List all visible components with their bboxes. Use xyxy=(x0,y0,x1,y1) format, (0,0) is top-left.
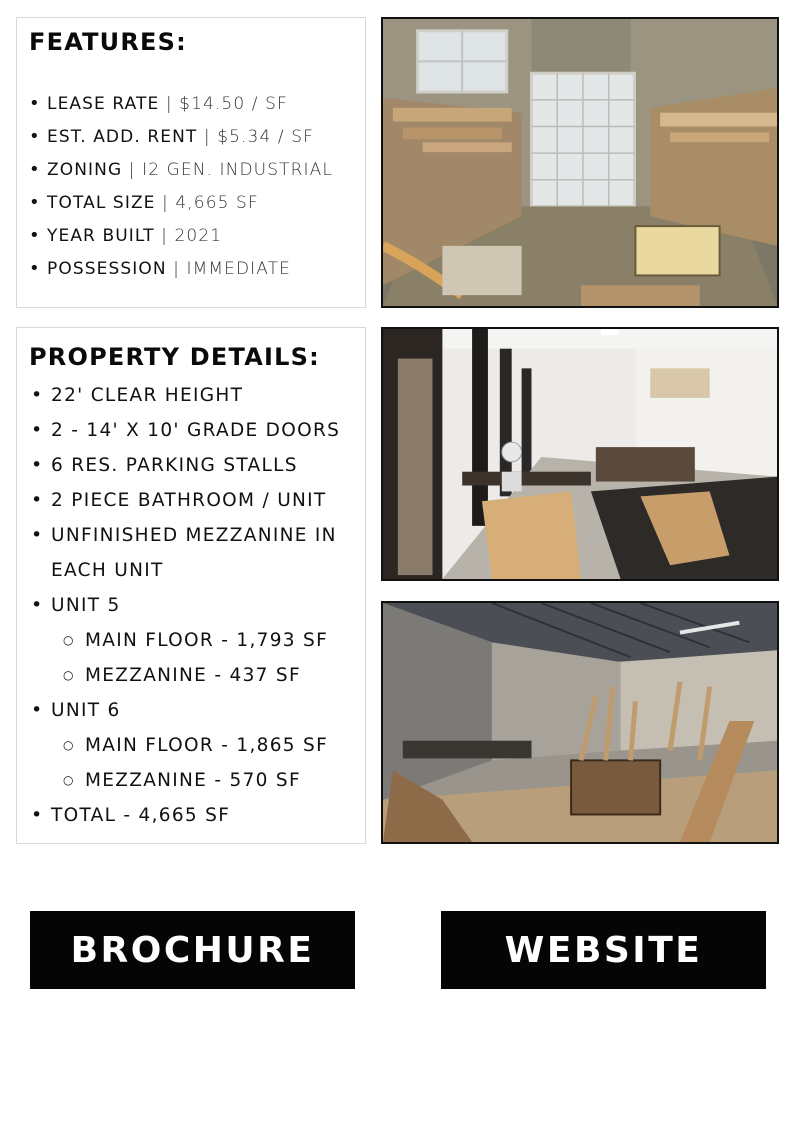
property-details-heading: PROPERTY DETAILS: xyxy=(29,343,320,371)
warehouse-photo-3 xyxy=(381,601,779,844)
detail-subitem: ○ MAIN FLOOR - 1,793 SF xyxy=(29,623,365,658)
detail-item-unit-6: • UNIT 6 xyxy=(29,693,365,728)
detail-subitem: ○ MEZZANINE - 570 SF xyxy=(29,763,365,798)
detail-subitem: ○ MAIN FLOOR - 1,865 SF xyxy=(29,728,365,763)
feature-lease-rate: • LEASE RATE | $14.50 / SF xyxy=(29,87,333,120)
property-details-panel xyxy=(16,327,366,844)
website-button[interactable] xyxy=(441,911,766,989)
feature-total-size: • TOTAL SIZE | 4,665 SF xyxy=(29,186,333,219)
feature-year-built: • YEAR BUILT | 2021 xyxy=(29,219,333,252)
features-heading: FEATURES: xyxy=(29,28,187,56)
property-details-list xyxy=(29,378,365,833)
detail-item: • 22' CLEAR HEIGHT xyxy=(29,378,365,413)
detail-subitem: ○ MEZZANINE - 437 SF xyxy=(29,658,365,693)
features-panel xyxy=(16,17,366,308)
detail-item: • 6 RES. PARKING STALLS xyxy=(29,448,365,483)
detail-item-total: • TOTAL - 4,665 SF xyxy=(29,798,365,833)
feature-zoning: • ZONING | I2 GEN. INDUSTRIAL xyxy=(29,153,333,186)
workshop-photo-2 xyxy=(381,327,779,581)
brochure-button-label: BROCHURE xyxy=(70,929,315,971)
detail-item: • 2 - 14' X 10' GRADE DOORS xyxy=(29,413,365,448)
detail-item: • 2 PIECE BATHROOM / UNIT xyxy=(29,483,365,518)
detail-item: • UNFINISHED MEZZANINE IN EACH UNIT xyxy=(29,518,365,588)
website-button-label: WEBSITE xyxy=(504,929,703,971)
workshop-photo-1 xyxy=(381,17,779,308)
feature-possession: • POSSESSION | IMMEDIATE xyxy=(29,252,333,285)
brochure-button[interactable] xyxy=(30,911,355,989)
detail-item-unit-5: • UNIT 5 xyxy=(29,588,365,623)
features-list xyxy=(29,87,333,285)
feature-additional-rent: • EST. ADD. RENT | $5.34 / SF xyxy=(29,120,333,153)
